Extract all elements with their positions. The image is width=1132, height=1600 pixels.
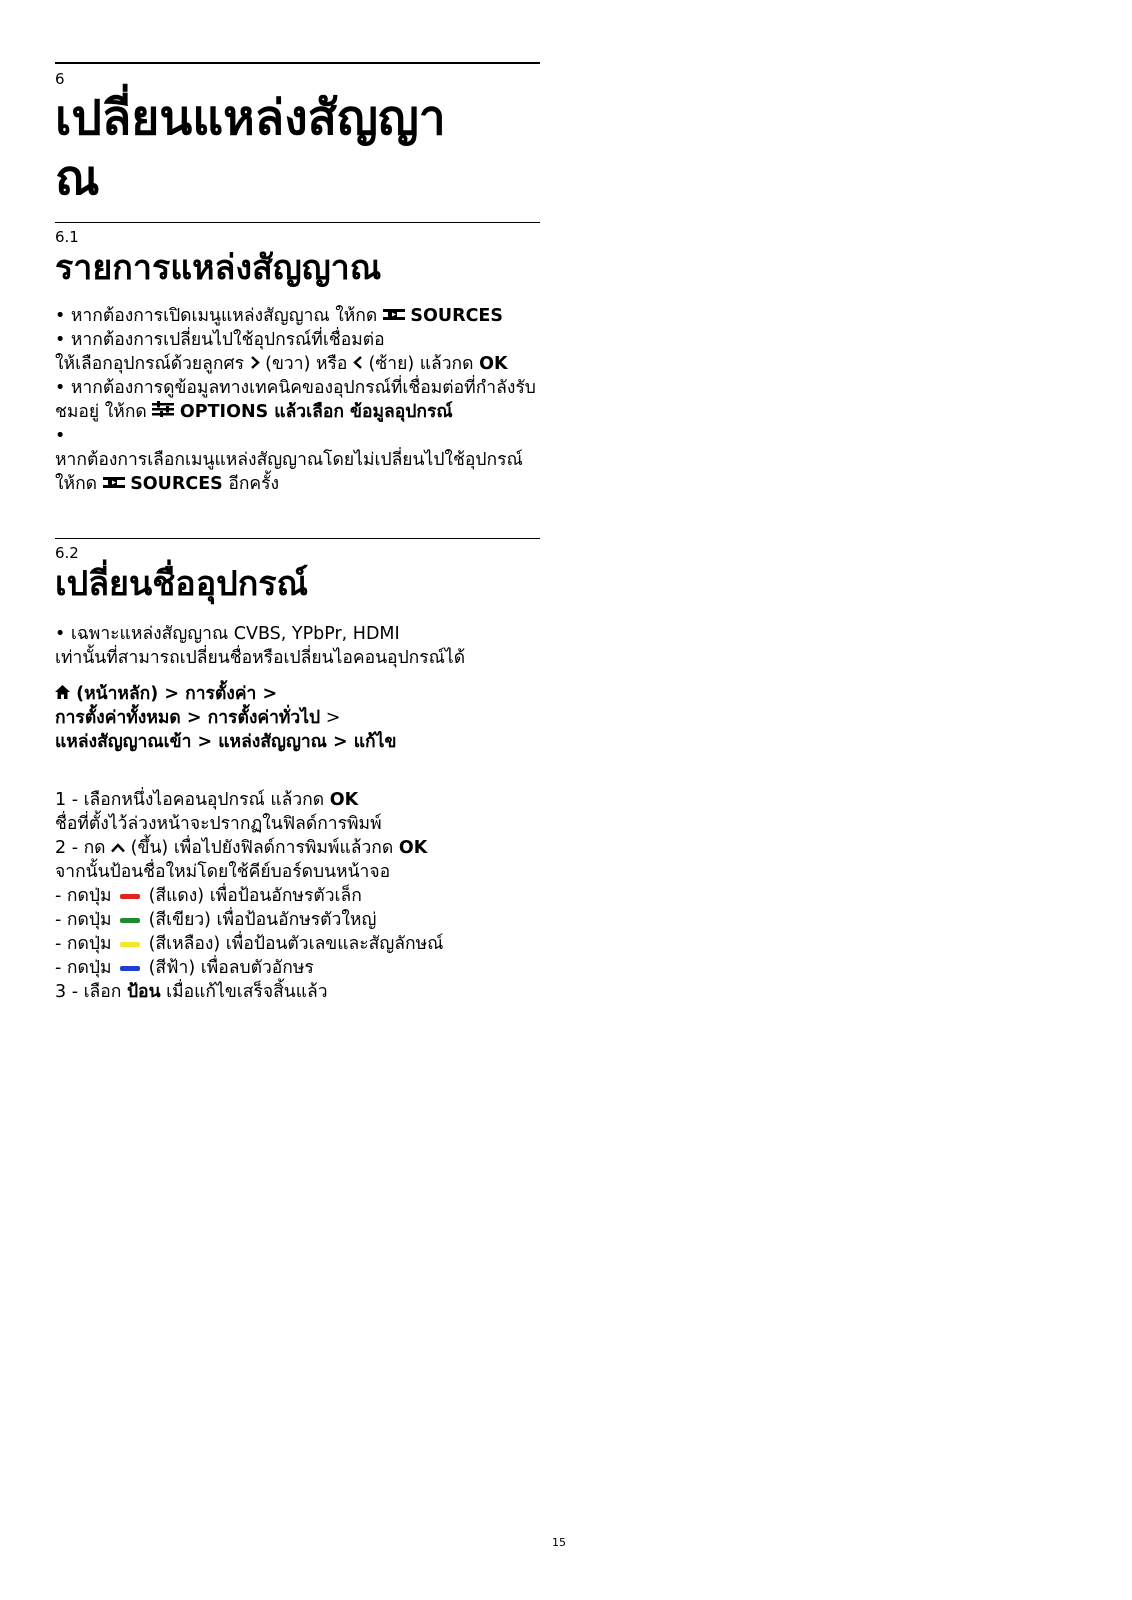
text: 2 - กด bbox=[55, 838, 112, 858]
text: - กดปุ่ม bbox=[55, 958, 118, 978]
chevron-left-icon bbox=[353, 352, 363, 376]
green-key-icon bbox=[120, 918, 140, 923]
chapter-title-line2: ณ bbox=[55, 150, 100, 206]
ok-key-label: OK bbox=[479, 354, 508, 374]
sources-key-label: SOURCES bbox=[130, 474, 223, 494]
section-body bbox=[55, 304, 540, 496]
section-title: เปลี่ยนชื่ออุปกรณ์ bbox=[55, 564, 309, 604]
text: 1 - เลือกหนึ่งไอคอนอุปกรณ์ แล้วกด bbox=[55, 790, 330, 810]
paragraph-line bbox=[55, 682, 540, 706]
section-rule bbox=[55, 538, 540, 539]
text: - กดปุ่ม bbox=[55, 886, 118, 906]
text: 3 - เลือก bbox=[55, 982, 127, 1002]
text: (ขวา) หรือ bbox=[259, 354, 353, 374]
menu-path-text: แล้วเลือก ข้อมูลอุปกรณ์ bbox=[268, 402, 453, 422]
text: > bbox=[320, 708, 341, 728]
chapter-header bbox=[55, 62, 540, 208]
red-key-icon bbox=[120, 894, 140, 899]
yellow-key-icon bbox=[120, 942, 140, 947]
sources-icon bbox=[103, 472, 125, 496]
text: ให้กด bbox=[55, 474, 103, 494]
sources-icon bbox=[383, 304, 405, 328]
chevron-right-icon bbox=[250, 352, 260, 376]
paragraph-line: แหล่งสัญญาณเข้า > แหล่งสัญญาณ > แก้ไข bbox=[55, 732, 397, 752]
paragraph-line bbox=[55, 788, 540, 812]
steps bbox=[55, 788, 540, 1004]
chapter-title bbox=[55, 88, 540, 208]
blue-key-icon bbox=[120, 966, 140, 971]
paragraph-line bbox=[55, 304, 540, 328]
paragraph-line: • เฉพาะแหล่งสัญญาณ CVBS, YPbPr, HDMI bbox=[55, 624, 400, 644]
paragraph-line bbox=[55, 932, 540, 956]
paragraph-line: • bbox=[55, 426, 66, 446]
chapter-title-line1: เปลี่ยนแหล่งสัญญา bbox=[55, 90, 446, 146]
section-number: 6.1 bbox=[55, 228, 79, 246]
paragraph-line bbox=[55, 400, 540, 424]
paragraph-line bbox=[55, 956, 540, 980]
paragraph-line: หากต้องการเลือกเมนูแหล่งสัญญาณโดยไม่เปลี่ยนไปใช้อุปกรณ์ bbox=[55, 450, 523, 470]
chevron-up-icon bbox=[111, 836, 125, 860]
text: (ขึ้น) เพื่อไปยังฟิลด์การพิมพ์แล้วกด bbox=[125, 838, 399, 858]
paragraph-line: ชื่อที่ตั้งไว้ล่วงหน้าจะปรากฏในฟิลด์การพิมพ์ bbox=[55, 814, 382, 834]
sources-key-label: SOURCES bbox=[410, 306, 503, 326]
text: - กดปุ่ม bbox=[55, 934, 118, 954]
text: (สีเหลือง) เพื่อป้อนตัวเลขและสัญลักษณ์ bbox=[143, 934, 444, 954]
menu-path bbox=[55, 682, 540, 754]
text: (หน้าหลัก) > การตั้งค่า > bbox=[76, 684, 278, 704]
paragraph-line: • หากต้องการดูข้อมูลทางเทคนิคของอุปกรณ์ที่เชื่อมต่อที่กำลังรับ bbox=[55, 378, 536, 398]
section-number: 6.2 bbox=[55, 544, 79, 562]
paragraph-line: เท่านั้นที่สามารถเปลี่ยนชื่อหรือเปลี่ยนไอคอนอุปกรณ์ได้ bbox=[55, 648, 466, 668]
ok-key-label: OK bbox=[329, 790, 359, 810]
paragraph-line bbox=[55, 884, 540, 908]
text: • หากต้องการเปิดเมนูแหล่งสัญญาณ ให้กด bbox=[55, 306, 383, 326]
chapter-rule bbox=[55, 62, 540, 64]
text: (สีเขียว) เพื่อป้อนอักษรตัวใหญ่ bbox=[143, 910, 377, 930]
paragraph-line bbox=[55, 836, 540, 860]
paragraph-line bbox=[55, 908, 540, 932]
paragraph-line bbox=[55, 352, 540, 376]
paragraph-line bbox=[55, 472, 540, 496]
section-rename-device bbox=[55, 538, 540, 1004]
text: อีกครั้ง bbox=[222, 474, 280, 494]
section-sources-list bbox=[55, 222, 540, 496]
paragraph-line bbox=[55, 980, 540, 1004]
text: เมื่อแก้ไขเสร็จสิ้นแล้ว bbox=[160, 982, 328, 1002]
section-intro bbox=[55, 622, 540, 670]
text: (สีฟ้า) เพื่อลบตัวอักษร bbox=[143, 958, 314, 978]
section-title: รายการแหล่งสัญญาณ bbox=[55, 248, 382, 288]
text: การตั้งค่าทั้งหมด > การตั้งค่าทั่วไป bbox=[55, 708, 321, 728]
paragraph-line: • หากต้องการเปลี่ยนไปใช้อุปกรณ์ที่เชื่อมต่อ bbox=[55, 330, 385, 350]
text: - กดปุ่ม bbox=[55, 910, 118, 930]
text: ชมอยู่ ให้กด bbox=[55, 402, 153, 422]
text: (ซ้าย) แล้วกด bbox=[362, 354, 480, 374]
paragraph-line: จากนั้นป้อนชื่อใหม่โดยใช้คีย์บอร์ดบนหน้าจอ bbox=[55, 862, 391, 882]
paragraph-line bbox=[55, 706, 540, 730]
options-icon bbox=[152, 400, 174, 424]
options-key-label: OPTIONS bbox=[179, 402, 269, 422]
page-number: 15 bbox=[552, 1536, 566, 1549]
text: ให้เลือกอุปกรณ์ด้วยลูกศร bbox=[55, 354, 250, 374]
section-rule bbox=[55, 222, 540, 223]
text: (สีแดง) เพื่อป้อนอักษรตัวเล็ก bbox=[143, 886, 362, 906]
ok-key-label: OK bbox=[398, 838, 428, 858]
home-icon bbox=[55, 682, 70, 706]
enter-label: ป้อน bbox=[126, 982, 161, 1002]
chapter-number: 6 bbox=[55, 70, 65, 88]
